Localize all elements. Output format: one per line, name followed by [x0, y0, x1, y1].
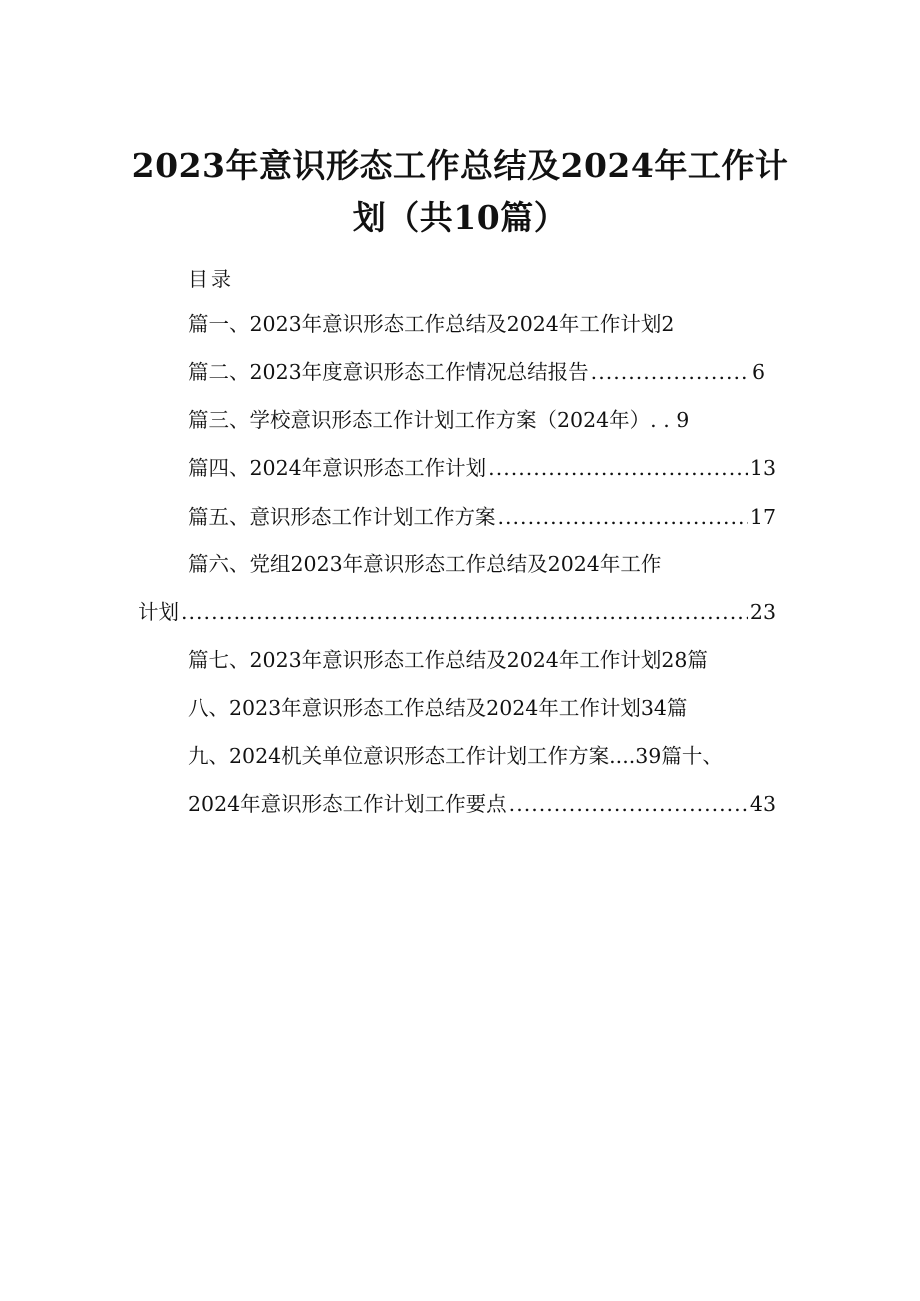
dot-leader: [181, 598, 748, 626]
toc-entry-title: 篇四、2024年意识形态工作计划: [188, 456, 487, 480]
toc-entry-9[interactable]: 九、2024机关单位意识形态工作计划工作方案....39篇十、: [188, 744, 723, 768]
toc-entry-page: 17: [749, 505, 776, 529]
toc-entry-title: 计划: [138, 600, 179, 624]
toc-entry-page: 6: [751, 360, 765, 384]
title-line-2: 划（共10篇）: [352, 198, 568, 237]
toc-entry-8[interactable]: 八、2023年意识形态工作总结及2024年工作计划34篇: [188, 696, 688, 720]
toc-entry-title: 篇二、2023年度意识形态工作情况总结报告: [188, 360, 589, 384]
toc-entry-7[interactable]: 篇七、2023年意识形态工作总结及2024年工作计划28篇: [188, 648, 708, 672]
toc-entry-5[interactable]: [188, 503, 776, 531]
toc-entry-page: 43: [749, 792, 776, 816]
dot-leader: [488, 454, 748, 482]
toc-entry-page: 13: [749, 456, 776, 480]
toc-entry-2[interactable]: [188, 358, 765, 386]
toc-entry-4[interactable]: [188, 454, 776, 482]
toc-entry-title: 2024年意识形态工作计划工作要点: [188, 792, 507, 816]
toc-entry-10[interactable]: [188, 790, 776, 818]
toc-entry-3[interactable]: 篇三、学校意识形态工作计划工作方案（2024年）. . 9: [188, 408, 690, 432]
toc-entry-page: 23: [749, 600, 776, 624]
toc-entry-title: 篇五、意识形态工作计划工作方案: [188, 505, 496, 529]
toc-entry-6-continued[interactable]: [138, 598, 776, 626]
toc-heading: 目录: [188, 267, 234, 291]
toc-entry-6[interactable]: 篇六、党组2023年意识形态工作总结及2024年工作: [188, 552, 662, 576]
toc-entry-1[interactable]: 篇一、2023年意识形态工作总结及2024年工作计划2: [188, 312, 675, 336]
title-line-1: 2023年意识形态工作总结及2024年工作计: [131, 146, 789, 185]
dot-leader: [498, 503, 748, 531]
dot-leader: [509, 790, 748, 818]
dot-leader: [591, 358, 750, 386]
